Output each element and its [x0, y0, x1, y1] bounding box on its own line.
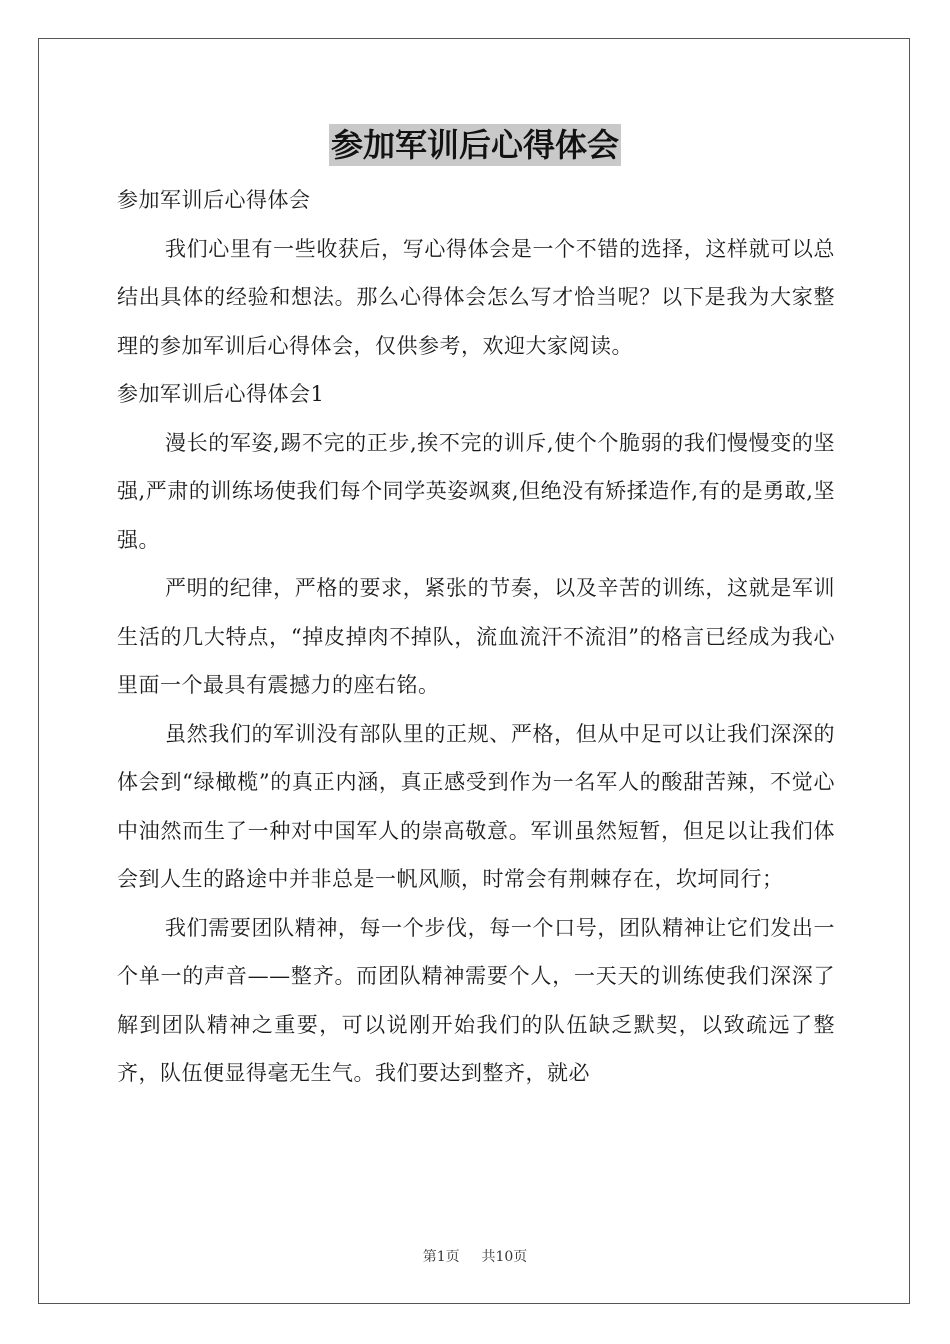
document-title: 参加军训后心得体会 — [330, 126, 619, 164]
document-body — [117, 176, 835, 1098]
title-container — [0, 124, 950, 166]
document-subtitle: 参加军训后心得体会 — [117, 188, 311, 212]
body-paragraph: 虽然我们的军训没有部队里的正规、严格，但从中足可以让我们深深的体会到“绿橄榄”的真正内涵，真正感受到作为一名军人的酸甜苦辣，不觉心中油然而生了一种对中国军人的崇高敬意。军训虽然短暂，但足以让我们体会到人生的路途中并非总是一帆风顺，时常会有荆棘存在，坎坷同行； — [117, 721, 835, 891]
page-total: 共10页 — [481, 1249, 528, 1265]
page-number: 第1页 — [422, 1249, 460, 1265]
body-paragraph: 漫长的军姿,踢不完的正步,挨不完的训斥,使个个脆弱的我们慢慢变的坚强,严肃的训练场使我们每个同学英姿飒爽,但绝没有矫揉造作,有的是勇敢,坚强。 — [117, 430, 835, 552]
body-paragraph: 我们需要团队精神，每一个步伐，每一个口号，团队精神让它们发出一个单一的声音——整齐。而团队精神需要个人，一天天的训练使我们深深了解到团队精神之重要，可以说刚开始我们的队伍缺乏默契，以致疏远了整齐，队伍便显得毫无生气。我们要达到整齐，就必 — [117, 915, 835, 1085]
section-heading: 参加军训后心得体会1 — [117, 382, 325, 406]
page-footer — [0, 1246, 950, 1266]
body-paragraph: 严明的纪律，严格的要求，紧张的节奏，以及辛苦的训练，这就是军训生活的几大特点，“掉皮掉肉不掉队，流血流汗不流泪”的格言已经成为我心里面一个最具有震撼力的座右铭。 — [117, 576, 835, 697]
intro-paragraph: 我们心里有一些收获后，写心得体会是一个不错的选择，这样就可以总结出具体的经验和想法。那么心得体会怎么写才恰当呢？以下是我为大家整理的参加军训后心得体会，仅供参考，欢迎大家阅读。 — [117, 236, 835, 358]
